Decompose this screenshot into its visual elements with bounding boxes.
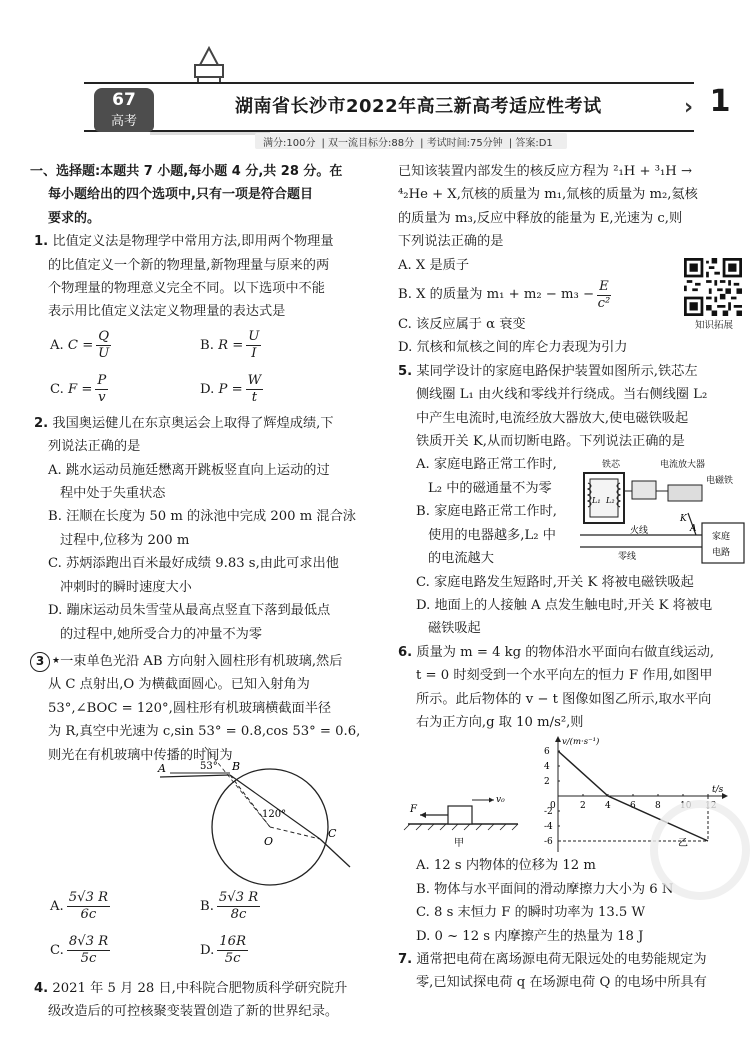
q1-option-c[interactable]: C. F = $\frac{P}{v}$ [50,373,107,406]
x-tick-label: 2 [580,801,586,812]
q1-option-b[interactable]: B. R = $\frac{U}{I}$ [200,329,260,362]
info-time: 考试时间:75分钟 [426,138,503,149]
page-title: 湖南省长沙市2022年高三新高考适应性考试 [235,96,602,117]
star-question-badge: 3 [30,652,50,672]
y-tick-label: 2 [544,777,550,788]
y-tick-label: 4 [544,762,550,773]
origin-label: 0 [550,801,556,812]
watermark-seal [650,800,750,900]
question-4-continued: 已知该装置内部发生的核反应方程为 ²₁H + ³₁H → ⁴₂He + X,氘核的质量为 m₁,氚核的质量为 m₂,氦核 的质量为 m₃,反应中释放的能量为 E,光速为 c,则 下列说法正确的是 A. X 是质子 B. X 的质量为 m₁ + m₂ − m₃ − $\frac{E}{\text{c²}}$ C. 该反应属于 α 衰变 D. 氘核和氚核之间的库仑力表现为引力 [398,160,746,360]
label-b: B [232,759,241,773]
y-tick-label: -4 [544,822,553,833]
graph-name-label: 乙 [678,838,688,850]
q5-option-a[interactable]: A. 家庭电路正常工作时, L₂ 中的磁通量不为零 [416,457,557,496]
q4-option-b[interactable]: B. X 的质量为 m₁ + m₂ − m₃ − $\frac{E}{\text{c²}}$ [398,278,611,311]
label-o: O [264,834,274,848]
svg-text:电路: 电路 [712,548,731,559]
x-tick-label: 8 [655,801,661,812]
label-120: 120° [262,808,287,820]
q6-block-figure [398,734,528,854]
question-4: 4. 2021 年 5 月 28 日,中科院合肥物质科学研究院升 级改造后的可控核聚变装置创造了新的世界纪录。 [34,980,348,1020]
q2-option-d[interactable]: D. 蹦床运动员朱雪莹从最高点竖直下落到最低点 的过程中,她所受合力的冲量不为零 [48,603,331,642]
logo-number: 67 [112,90,136,110]
q2-option-b[interactable]: B. 汪顺在长度为 50 m 的泳池中完成 200 m 混合泳 过程中,位移为 200 m [48,509,356,548]
svg-text:火线: 火线 [630,526,649,537]
exam-info-bar: 满分:100分 | 双一流目标分:88分 | 考试时间:75分钟 | 答案:D1 [255,133,567,149]
svg-text:L₂: L₂ [606,496,615,506]
svg-text:铁芯: 铁芯 [602,460,621,471]
left-column [30,160,376,1024]
q3-circle-figure [40,759,360,877]
question-6: 6. 质量为 m = 4 kg 的物体沿水平面向右做直线运动, t = 0 时刻受到一个水平向左的恒力 F 作用,如图甲 所示。此后物体的 v − t 图像如图乙所示,取水平向 右为正方向,g 取 10 m/s²,则 F v₀ 甲 2 4 6 8 10 12 6 4 2 -2 -4 -6 v/(m·s⁻¹) t/s 0 乙 A. 12 s 内物体的位移为 12 m B. 物体与水平面间的滑动摩擦力大小为 6 N C. 8 s 末恒力 F 的瞬时功率为 13.5 W D. 0 ~ 12 s 内摩擦产生的热量为 18 J [398,641,746,948]
svg-text:甲: 甲 [454,838,464,850]
question-1: 1. 比值定义法是物理学中常用方法,即用两个物理量 的比值定义一个新的物理量,新物理量与原来的两 个物理量的物理意义完全不同。以下选项中不能 表示用比值定义法定义物理量的表达式是 A. C = $\frac{Q}{U}$ B. R = $\frac{U}{I}$ C. F = $\frac{P}{v}$ D. P = $\frac{W}{t}$ [30,230,376,412]
page-header [0,0,750,160]
logo-text: 高考 [110,114,137,129]
y-tick-label: 6 [544,747,550,758]
qr-label: 知识拓展 [694,320,733,331]
q6-option-c[interactable]: C. 8 s 末恒力 F 的瞬时功率为 13.5 W [416,905,646,921]
svg-text:电流放大器: 电流放大器 [660,460,706,471]
question-5: 5. 某同学设计的家庭电路保护装置如图所示,铁芯左 侧线圈 L₁ 由火线和零线并行绕成。当右侧线圈 L₂ 中产生电流时,电流经放大器放大,使电磁铁吸起 铁质开关 K,从而切断电路。下列说法正确的是 A. 家庭电路正常工作时, L₂ 中的磁通量不为零 B. 家庭电路正常工作时, 使用的电器越多,L₂ 中 的电流越大 铁芯 电流放大器 电磁铁 L₁ L₂ 火线 零线 K A 家庭 电路 C. 家庭电路发生短路时,开关 K 将被电磁铁吸起 D. 地面上的人接触 A 点发生触电时,开关 K 将被电 磁铁吸起 [398,360,746,641]
exam-logo [94,88,154,132]
q4-option-d[interactable]: D. 氘核和氚核之间的库仑力表现为引力 [398,340,628,356]
y-axis-label: v/(m·s⁻¹) [562,737,600,748]
label-a: A [158,761,166,775]
section-heading: 一、选择题:本题共 7 小题,每小题 4 分,共 28 分。在 每小题给出的四个选项中,只有一项是符合题目 要求的。 [30,164,343,226]
x-tick-label: 6 [630,801,636,812]
exam-number: 1 [709,84,731,119]
question-7: 7. 通常把电荷在离场源电荷无限远处的电势能规定为 零,已知试探电荷 q 在场源电荷 Q 的电场中所具有 [398,951,707,991]
q3-option-d[interactable]: D. $\frac{16R}{5c}$ [200,934,247,967]
info-target-score: 双一流目标分:88分 [328,138,415,149]
x-tick-label: 10 [680,801,692,812]
q5-option-c[interactable]: C. 家庭电路发生短路时,开关 K 将被电磁铁吸起 [416,574,694,590]
q6-option-a[interactable]: A. 12 s 内物体的位移为 12 m [416,858,596,874]
question-2: 2. 我国奥运健儿在东京奥运会上取得了辉煌成绩,下 列说法正确的是 A. 跳水运动员施廷懋离开跳板竖直向上运动的过 程中处于失重状态 B. 汪顺在长度为 50 m 的泳池中完成 200 m 混合泳 过程中,位移为 200 m C. 苏炳添跑出百米最好成绩 9.83 s,由此可求出他 冲刺时的瞬时速度大小 D. 蹦床运动员朱雪莹从最高点竖直下落到最低点 的过程中,她所受合力的冲量不为零 [30,412,376,646]
q2-option-a[interactable]: A. 跳水运动员施廷懋离开跳板竖直向上运动的过 程中处于失重状态 [48,462,330,502]
chevron-right-icon: › [684,95,694,120]
svg-text:L₁: L₁ [592,496,601,506]
q4-option-a[interactable]: A. X 是质子 [398,257,470,273]
qr-code-icon[interactable] [684,258,742,316]
ray-ab [160,775,230,777]
q6-option-d[interactable]: D. 0 ~ 12 s 内摩擦产生的热量为 18 J [416,928,644,944]
y-tick-label: -6 [544,837,553,848]
svg-text:零线: 零线 [618,552,637,563]
y-tick-label: -2 [544,807,553,818]
x-tick-label: 12 [705,801,717,812]
svg-text:v₀: v₀ [496,795,505,806]
info-full-score: 满分:100分 [263,138,316,149]
x-tick-label: 4 [605,801,611,812]
q2-option-c[interactable]: C. 苏炳添跑出百米最好成绩 9.83 s,由此可求出他 冲刺时的瞬时速度大小 [48,556,339,595]
q3-option-c[interactable]: C. $\frac{8√3 R}{5c}$ [50,934,109,967]
q1-option-d[interactable]: D. P = $\frac{W}{t}$ [200,373,262,406]
y-axis-arrow [555,736,561,742]
q4-option-c[interactable]: C. 该反应属于 α 衰变 [398,317,526,333]
q5-option-b[interactable]: B. 家庭电路正常工作时, 使用的电器越多,L₂ 中 的电流越大 [416,504,557,567]
svg-text:F: F [410,804,417,816]
q6-option-b[interactable]: B. 物体与水平面间的滑动摩擦力大小为 6 N [416,881,674,897]
svg-text:A: A [690,524,697,535]
q5-option-d[interactable]: D. 地面上的人接触 A 点发生触电时,开关 K 将被电 磁铁吸起 [416,597,713,637]
x-axis-label: t/s [712,785,724,796]
svg-text:家庭: 家庭 [712,532,731,543]
label-c: C [328,826,337,840]
question-3: 3 ★一束单色光沿 AB 方向射入圆柱形有机玻璃,然后 从 C 点射出,O 为横截面圆心。已知入射角为 53°,∠BOC = 120°,圆柱形有机玻璃横截面半径 为 R,真空中光速为 c,sin 53° = 0.8,cos 53° = 0.6, 则光在有机玻璃中传播的时间为 A B 53° 120° O C A. $\frac{5√3 R}{6c}$ B. $\frac{5√3 R}{8c}$ C. $\frac{8√3 R}{5c}$ D. $\frac{16R}{5c}$ [30,650,376,973]
q5-circuit-figure [578,453,746,568]
star-icon: ★ [52,655,61,666]
q3-option-a[interactable]: A. $\frac{5√3 R}{6c}$ [50,890,109,923]
q3-option-b[interactable]: B. $\frac{5√3 R}{8c}$ [200,890,259,923]
info-answer: 答案:D1 [515,138,553,149]
svg-text:电磁铁: 电磁铁 [706,476,734,487]
label-53: 53° [200,760,218,772]
q1-option-a[interactable]: A. C = $\frac{Q}{U}$ [50,329,110,362]
svg-text:K: K [680,514,687,525]
